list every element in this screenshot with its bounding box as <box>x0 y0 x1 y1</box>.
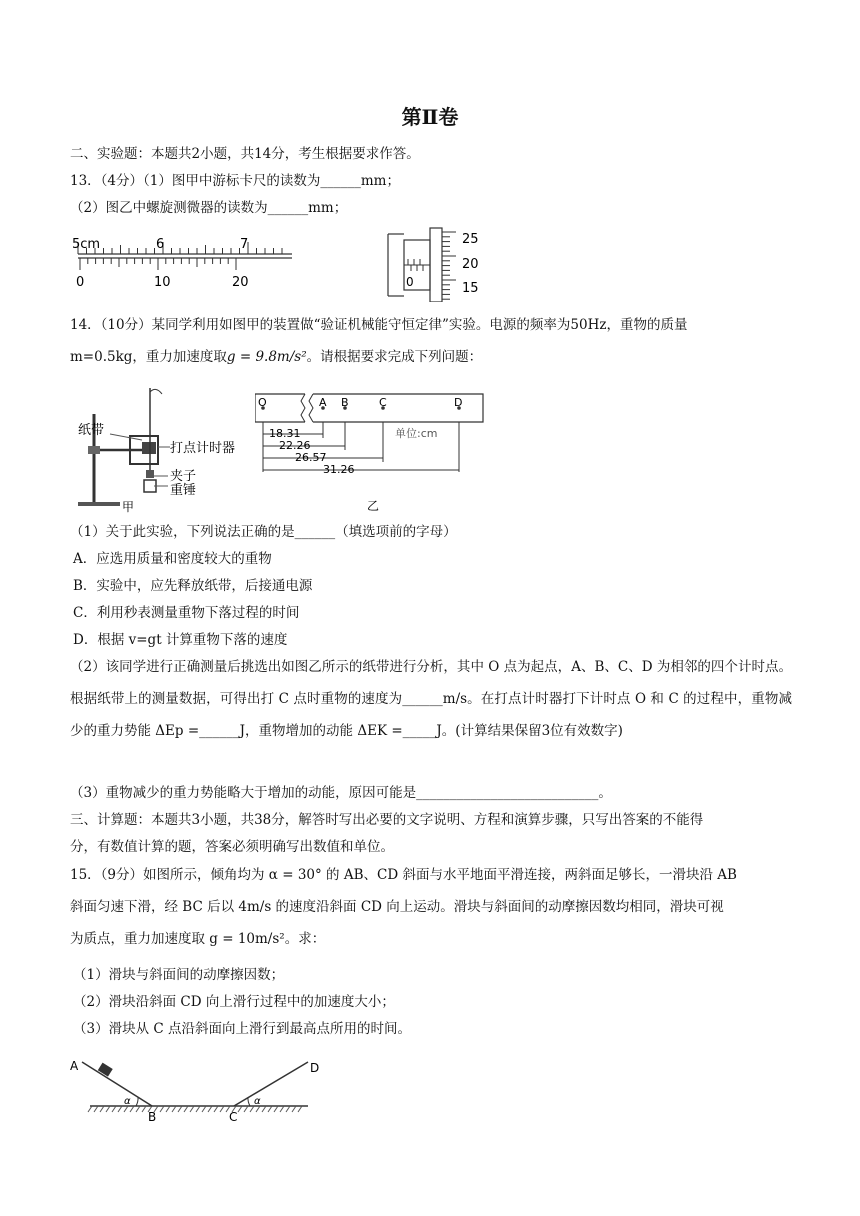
q15-line1: 15．（9分）如图所示，倾角均为 α = 30° 的 AB、CD 斜面与水平地面平滑连接，两斜面足够长，一滑块沿 AB <box>70 867 737 883</box>
figure-jia-apparatus <box>70 384 260 514</box>
tape-distance-OC: 26.57 <box>295 451 327 464</box>
label-zhongchui: 重锤 <box>170 483 197 498</box>
ground-hatch-line <box>286 1106 290 1112</box>
q14-sub3: （3）重物减少的重力势能略大于增加的动能，原因可能是___________________________。 <box>70 785 612 801</box>
micrometer-label-0: 0 <box>406 275 414 289</box>
tape-point-D: D <box>454 396 463 409</box>
ground-hatch-line <box>298 1106 302 1112</box>
caliper-vernier-label-20: 20 <box>232 275 249 290</box>
tape-distance-OB: 22.26 <box>279 439 311 452</box>
caliper-main-label-7: 7 <box>240 237 249 252</box>
incline-figure <box>68 1052 330 1126</box>
caliper-main-label-5cm: 5cm <box>72 237 101 252</box>
ground-hatch-line <box>166 1106 170 1112</box>
q13-line1: 13．（4分）（1）图甲中游标卡尺的读数为______mm； <box>70 173 400 189</box>
q14-line2-prefix: m=0.5kg，重力加速度取 <box>70 349 227 365</box>
section-title: 第Ⅱ卷 <box>401 105 459 129</box>
caliper-main-label-6: 6 <box>156 237 165 252</box>
ground-hatch-line <box>220 1106 224 1112</box>
ground-hatch-line <box>208 1106 212 1112</box>
ground-hatch-line <box>262 1106 266 1112</box>
vernier-caliper-figure <box>70 228 300 292</box>
ground-hatch-line <box>292 1106 296 1112</box>
q14-option-d: D．根据 v=gt 计算重物下落的速度 <box>73 632 288 648</box>
micrometer-label-20: 20 <box>462 257 479 272</box>
ground-hatch-line <box>118 1106 122 1112</box>
incline-angle-alpha-left: α <box>124 1096 131 1107</box>
ground-hatch-line <box>106 1106 110 1112</box>
tape-point-C: C <box>379 396 387 409</box>
q15-sub2: （2）滑块沿斜面 CD 向上滑行过程中的加速度大小； <box>73 994 395 1010</box>
micrometer-label-25: 25 <box>462 232 479 247</box>
tape-point-O: O <box>258 396 267 409</box>
q14-gravity-formula: g = 9.8m/s² <box>226 349 307 365</box>
q14-option-b: B．实验中，应先释放纸带，后接通电源 <box>73 578 313 594</box>
ground-hatch-line <box>136 1106 140 1112</box>
label-jiazi: 夹子 <box>170 469 197 484</box>
micrometer-figure <box>382 226 492 302</box>
q13-line2: （2）图乙中螺旋测微器的读数为______mm； <box>70 200 348 216</box>
incline-label-A: A <box>70 1059 79 1073</box>
label-zhidai: 纸带 <box>78 423 105 438</box>
q14-line2 <box>70 348 482 366</box>
q14-option-a: A．应选用质量和密度较大的重物 <box>73 551 272 567</box>
ground-hatch-line <box>274 1106 278 1112</box>
part3-heading-line1: 三、计算题：本题共3小题，共38分，解答时写出必要的文字说明、方程和演算步骤，只写出答案的不能得 <box>70 812 704 828</box>
caliper-vernier-label-10: 10 <box>154 275 171 290</box>
ground-hatch-line <box>100 1106 104 1112</box>
q14-line2-suffix: 。请根据要求完成下列问题： <box>306 349 483 365</box>
label-dadian-jishiqi: 打点计时器 <box>170 441 236 456</box>
caliper-vernier-label-0: 0 <box>76 275 85 290</box>
incline-label-D: D <box>310 1061 320 1075</box>
ground-hatch-line <box>142 1106 146 1112</box>
ground-hatch-line <box>190 1106 194 1112</box>
ground-hatch-line <box>172 1106 176 1112</box>
ground-hatch-line <box>178 1106 182 1112</box>
ground-hatch-line <box>160 1106 164 1112</box>
ground-hatch-line <box>280 1106 284 1112</box>
ground-hatch-line <box>88 1106 92 1112</box>
q14-sub1: （1）关于此实验，下列说法正确的是______（填选项前的字母） <box>70 524 457 540</box>
q15-sub3: （3）滑块从 C 点沿斜面向上滑行到最高点所用的时间。 <box>73 1021 412 1037</box>
part3-heading-line2: 分，有数值计算的题，答案必须明确写出数值和单位。 <box>70 839 394 855</box>
micrometer-label-15: 15 <box>462 281 479 296</box>
incline-label-B: B <box>148 1110 157 1124</box>
ground-hatch-line <box>214 1106 218 1112</box>
ground-hatch-line <box>94 1106 98 1112</box>
part2-heading: 二、实验题：本题共2小题，共14分，考生根据要求作答。 <box>70 146 420 162</box>
ground-hatch-line <box>130 1106 134 1112</box>
tape-point-B: B <box>341 396 349 409</box>
ground-hatch-line <box>238 1106 242 1112</box>
q15-sub1: （1）滑块与斜面间的动摩擦因数； <box>73 967 285 983</box>
incline-angle-alpha-right: α <box>254 1096 261 1107</box>
incline-label-C: C <box>229 1110 238 1124</box>
q15-line2: 斜面匀速下滑，经 BC 后以 4m/s 的速度沿斜面 CD 向上运动。滑块与斜面间的动摩擦因数均相同，滑块可视 <box>70 899 724 915</box>
caption-jia: 甲 <box>122 500 135 514</box>
q14-line1: 14．（10分）某同学利用如图甲的装置做“验证机械能守恒定律”实验。电源的频率为50Hz，重物的质量 <box>70 317 688 333</box>
ground-hatch-line <box>196 1106 200 1112</box>
ground-hatch-line <box>112 1106 116 1112</box>
caption-yi: 乙 <box>367 499 380 513</box>
ground-hatch-line <box>184 1106 188 1112</box>
ground-hatch-line <box>202 1106 206 1112</box>
q14-sub2: （2）该同学进行正确测量后挑选出如图乙所示的纸带进行分析，其中 O 点为起点，A、B、C、D 为相邻的四个计时点。根据纸带上的测量数据，可得出打 C 点时重物的速度为______m/s。在打点计时器打下计时点 O 和 C 的过程中，重物减少的重力势能 ΔEp =______J，重物增加的动能 ΔEK =_____J。(计算结果保留3位有效数字) <box>70 659 792 739</box>
q14-option-c: C．利用秒表测量重物下落过程的时间 <box>73 605 300 621</box>
tape-unit: 单位:cm <box>395 427 438 440</box>
tape-point-A: A <box>319 396 327 409</box>
tape-distance-OA: 18.31 <box>269 427 301 440</box>
ground-hatch-line <box>268 1106 272 1112</box>
tape-distance-OD: 31.26 <box>323 463 355 476</box>
figure-yi-paper-tape <box>255 390 490 520</box>
q15-line3: 为质点，重力加速度取 g = 10m/s²。求： <box>70 931 326 947</box>
ground-hatch-line <box>244 1106 248 1112</box>
